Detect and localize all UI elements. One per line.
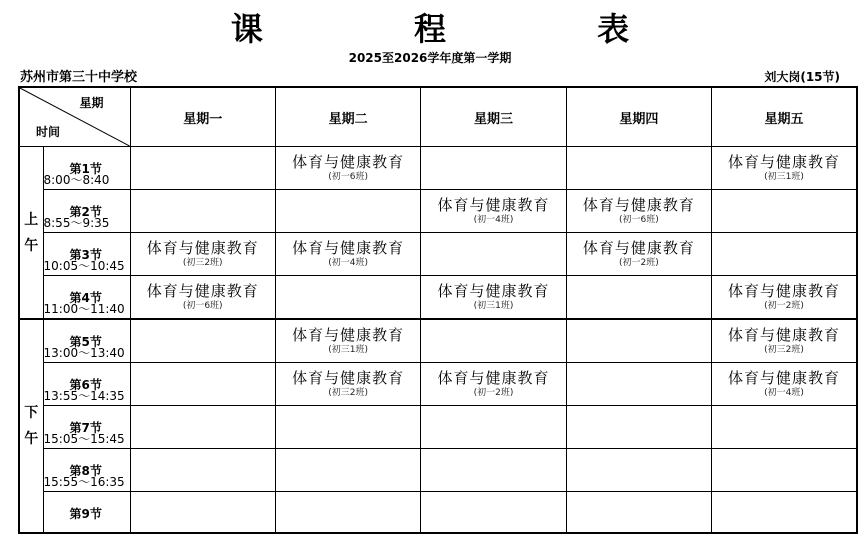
schedule-cell: [712, 233, 857, 276]
day-header-wed: 星期三: [421, 87, 566, 147]
period-label-cell: [43, 449, 130, 492]
schedule-cell: [130, 276, 275, 320]
schedule-cell: [712, 190, 857, 233]
schedule-cell: [130, 233, 275, 276]
class-name: (初一2班): [473, 388, 514, 398]
period-time: 13:55～14:35: [43, 389, 125, 403]
period-name: 第8节: [69, 464, 102, 478]
period-row: [19, 406, 857, 449]
period-label-cell: [43, 492, 130, 534]
course-name: 体育与健康教育: [146, 239, 259, 257]
school-name: 苏州市第三十中学校: [20, 70, 138, 85]
class-name: (初一6班): [618, 215, 659, 225]
class-name: (初三2班): [764, 345, 804, 355]
schedule-cell: [275, 449, 420, 492]
schedule-cell: [421, 147, 566, 190]
schedule-cell: [566, 319, 711, 363]
schedule-cell: [130, 449, 275, 492]
period-name: 第3节: [69, 248, 102, 262]
schedule-cell: [275, 276, 420, 320]
class-name: (初一6班): [182, 301, 223, 311]
schedule-cell: [566, 492, 711, 534]
schedule-cell: [566, 190, 711, 233]
schedule-cell: [712, 492, 857, 534]
period-row: [19, 147, 857, 190]
schedule-cell: [712, 363, 857, 406]
period-row: [19, 276, 857, 320]
semester-subtitle: 2025至2026学年度第一学期: [348, 51, 512, 65]
schedule-cell: [421, 406, 566, 449]
morning-label: 上 午: [19, 147, 43, 320]
period-time: 13:00～13:40: [43, 346, 125, 360]
course-name: 体育与健康教育: [146, 282, 259, 300]
course-name: 体育与健康教育: [292, 369, 405, 387]
period-name: 第7节: [69, 421, 102, 435]
class-name: (初三2班): [182, 258, 223, 268]
day-header-thu: 星期四: [566, 87, 711, 147]
schedule-cell: [275, 190, 420, 233]
class-name: (初一2班): [618, 258, 659, 268]
schedule-cell: [712, 276, 857, 320]
schedule-cell: [566, 233, 711, 276]
period-row: [19, 363, 857, 406]
schedule-cell: [275, 492, 420, 534]
course-name: 体育与健康教育: [437, 282, 550, 300]
schedule-cell: [275, 319, 420, 363]
period-row: [19, 319, 857, 363]
corner-weekday-label: 星期: [79, 96, 104, 110]
schedule-cell: [566, 363, 711, 406]
schedule-cell: [421, 449, 566, 492]
period-label-cell: [43, 147, 130, 190]
course-name: 体育与健康教育: [437, 369, 550, 387]
course-name: 体育与健康教育: [728, 326, 841, 344]
class-name: (初三2班): [328, 388, 368, 398]
period-time: 11:00～11:40: [43, 302, 125, 316]
period-time: 10:05～10:45: [43, 259, 125, 273]
day-header-tue: 星期二: [275, 87, 420, 147]
schedule-cell: [421, 190, 566, 233]
period-name: 第5节: [69, 335, 102, 349]
period-name: 第6节: [69, 378, 102, 392]
period-time: 15:55～16:35: [43, 475, 125, 489]
schedule-cell: [566, 406, 711, 449]
course-name: 体育与健康教育: [728, 282, 841, 300]
schedule-cell: [421, 276, 566, 320]
schedule-cell: [712, 449, 857, 492]
course-name: 体育与健康教育: [582, 239, 695, 257]
course-name: 体育与健康教育: [292, 326, 405, 344]
period-row: [19, 190, 857, 233]
course-name: 体育与健康教育: [437, 196, 550, 214]
class-name: (初一4班): [328, 258, 368, 268]
period-row: [19, 449, 857, 492]
course-name: 体育与健康教育: [728, 369, 841, 387]
schedule-cell: [421, 319, 566, 363]
schedule-cell: [130, 406, 275, 449]
page-title: 课 程 表: [230, 10, 700, 48]
period-label-cell: [43, 363, 130, 406]
day-header-mon: 星期一: [130, 87, 275, 147]
timetable: [18, 86, 858, 534]
corner-cell: [19, 87, 130, 147]
timetable-body: [19, 147, 857, 534]
day-header-fri: 星期五: [712, 87, 857, 147]
schedule-cell: [275, 233, 420, 276]
schedule-cell: [130, 492, 275, 534]
period-time: 15:05～15:45: [43, 432, 125, 446]
class-name: (初一4班): [764, 388, 804, 398]
schedule-cell: [566, 276, 711, 320]
schedule-cell: [712, 147, 857, 190]
period-time: 8:00～8:40: [43, 173, 110, 187]
schedule-cell: [130, 147, 275, 190]
class-name: (初一6班): [328, 172, 368, 182]
course-name: 体育与健康教育: [292, 153, 405, 171]
header-row: [19, 87, 857, 147]
schedule-cell: [421, 233, 566, 276]
schedule-cell: [421, 492, 566, 534]
period-label-cell: [43, 233, 130, 276]
schedule-cell: [130, 363, 275, 406]
schedule-cell: [712, 319, 857, 363]
schedule-cell: [566, 147, 711, 190]
course-name: 体育与健康教育: [292, 239, 405, 257]
schedule-cell: [130, 319, 275, 363]
class-name: (初三1班): [328, 345, 368, 355]
period-label-cell: [43, 276, 130, 320]
schedule-cell: [275, 406, 420, 449]
schedule-cell: [421, 363, 566, 406]
period-name: 第4节: [69, 291, 102, 305]
course-name: 体育与健康教育: [582, 196, 695, 214]
schedule-cell: [566, 449, 711, 492]
period-name: 第2节: [69, 205, 102, 219]
class-name: (初三1班): [764, 172, 804, 182]
period-name: 第9节: [69, 507, 102, 521]
corner-time-label: 时间: [36, 125, 61, 139]
period-name: 第1节: [69, 162, 102, 176]
class-name: (初一4班): [473, 215, 514, 225]
schedule-cell: [275, 363, 420, 406]
class-name: (初三1班): [473, 301, 514, 311]
period-label-cell: [43, 406, 130, 449]
course-name: 体育与健康教育: [728, 153, 841, 171]
schedule-cell: [712, 406, 857, 449]
class-name: (初一2班): [764, 301, 804, 311]
schedule-cell: [130, 190, 275, 233]
period-time: 8:55～9:35: [43, 216, 110, 230]
period-label-cell: [43, 319, 130, 363]
schedule-cell: [275, 147, 420, 190]
teacher-name: 刘大岗(15节): [764, 70, 840, 84]
afternoon-label: 下 午: [19, 319, 43, 533]
period-row: [19, 492, 857, 534]
period-row: [19, 233, 857, 276]
period-label-cell: [43, 190, 130, 233]
